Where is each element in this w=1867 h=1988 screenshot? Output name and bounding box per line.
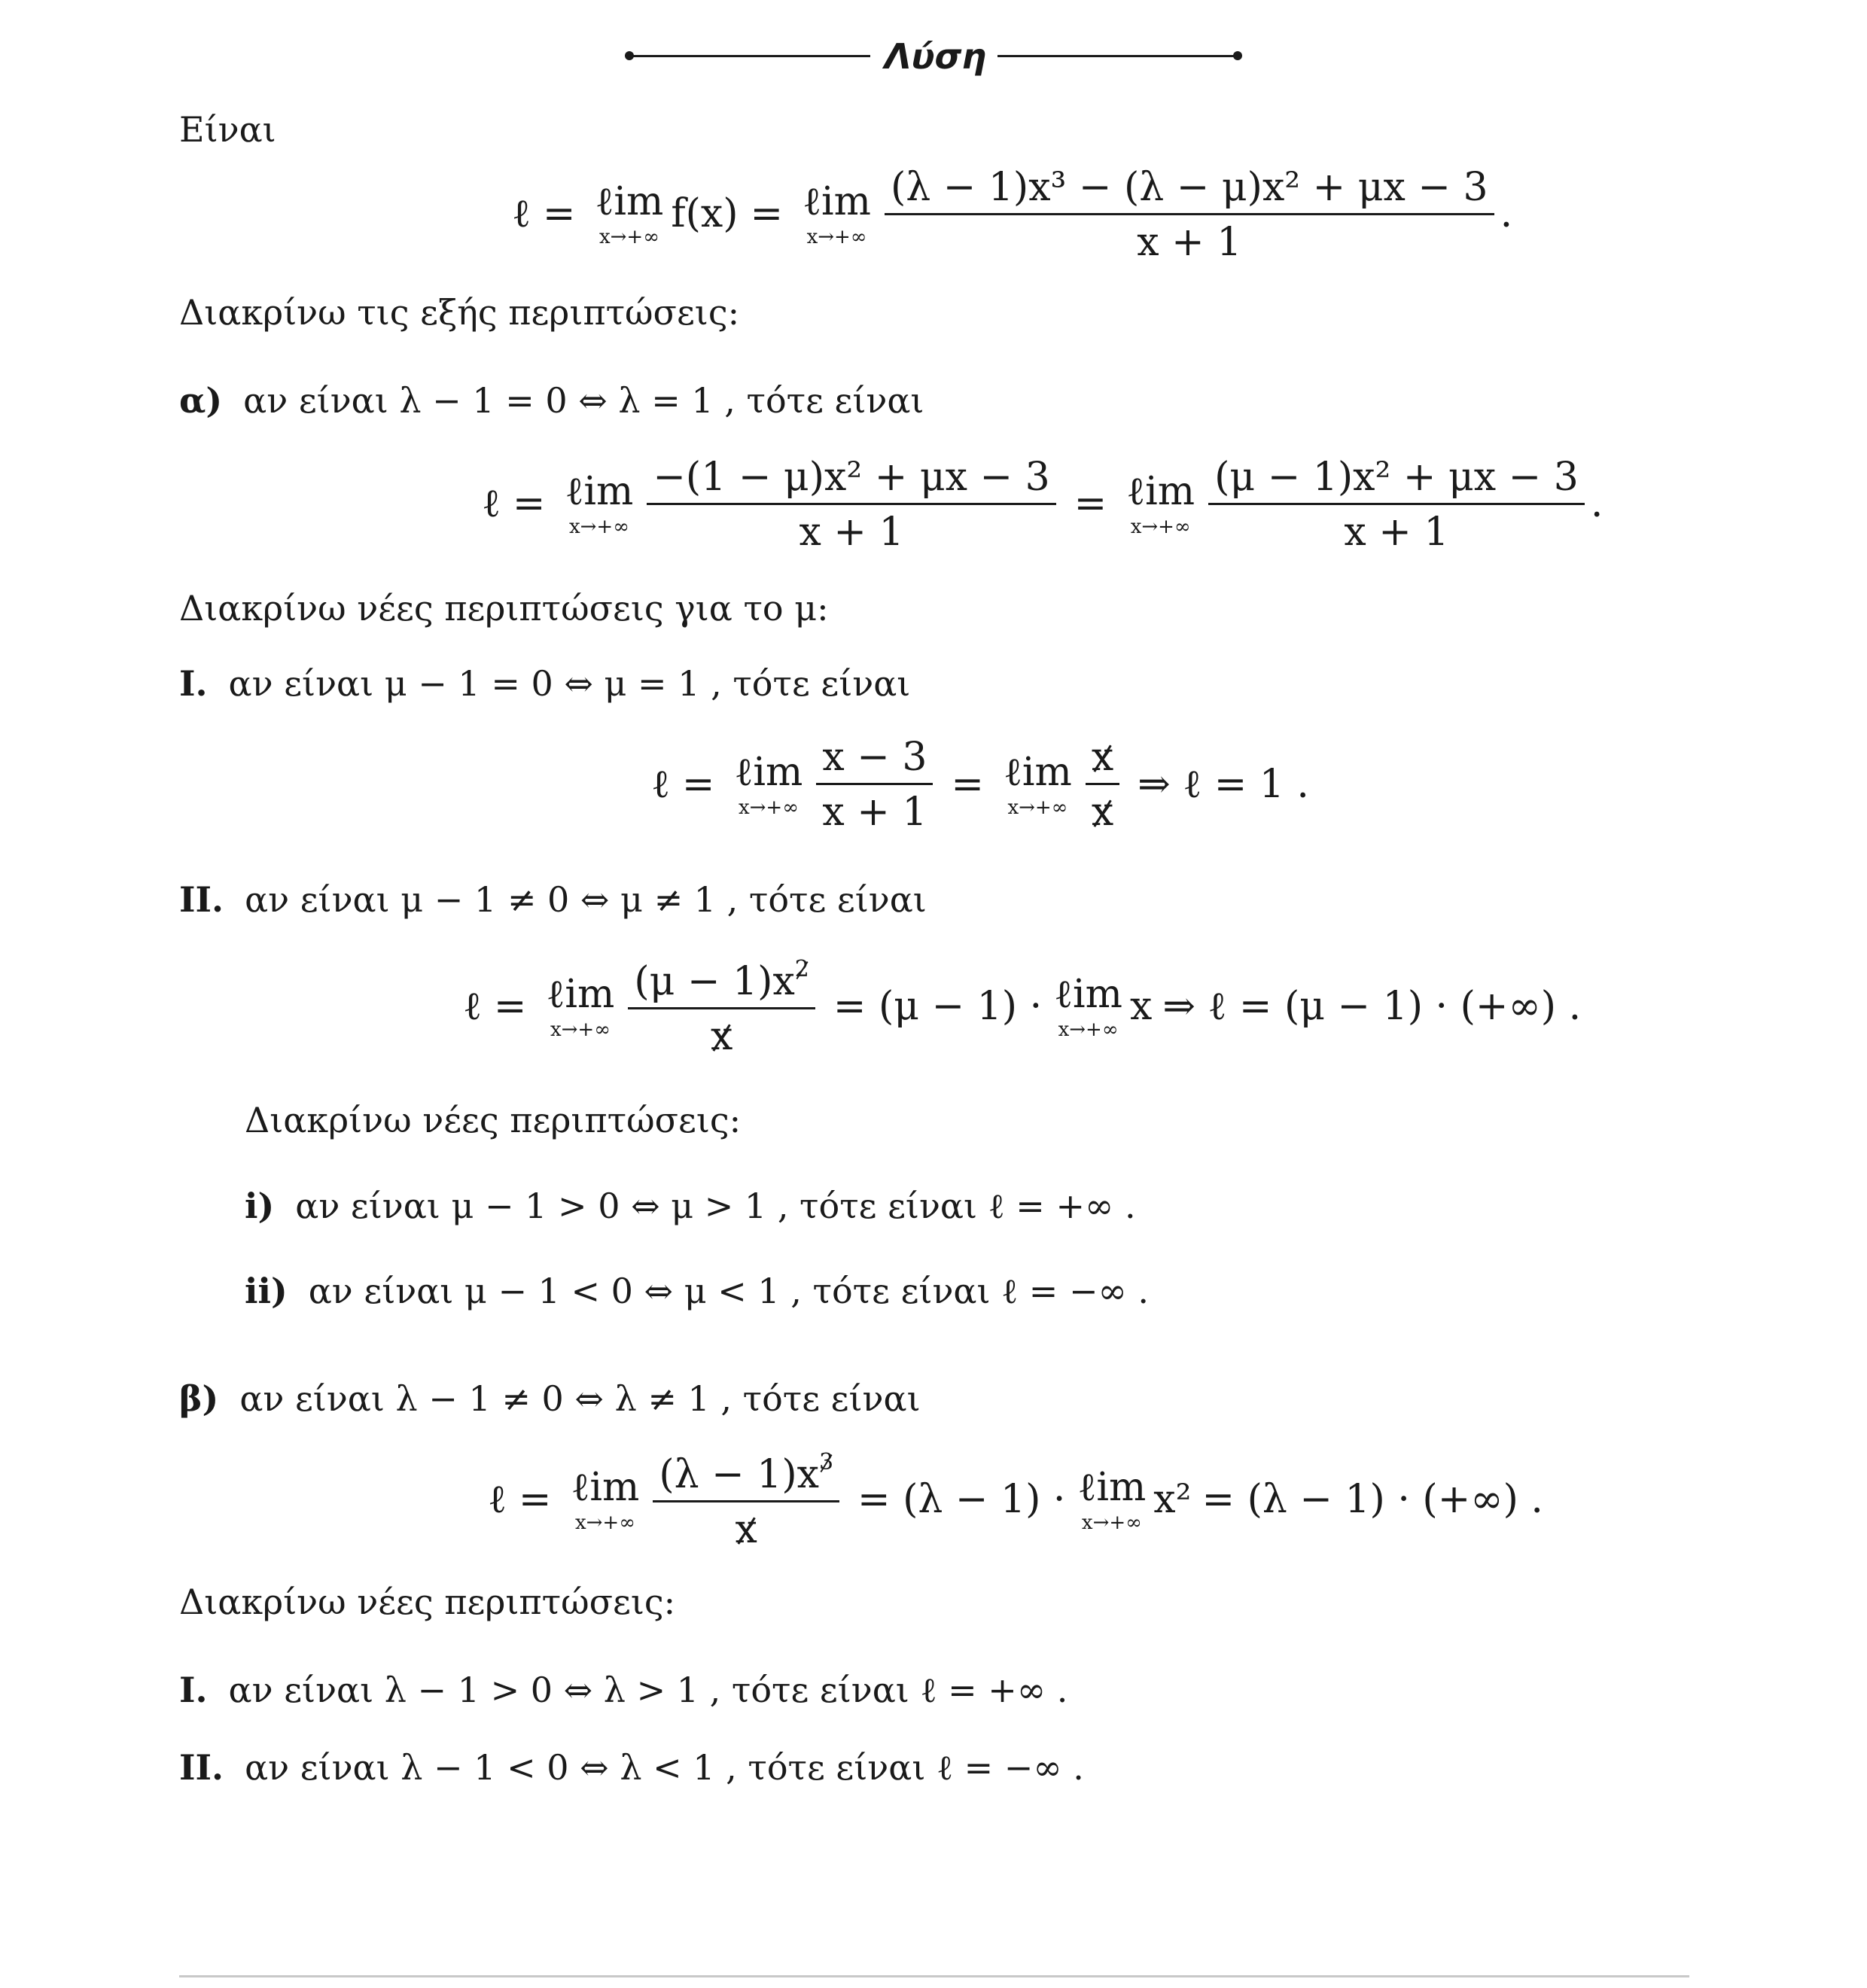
case-text: αν είναι μ − 1 ≠ 0 ⇔ μ ≠ 1 , τότε είναι (245, 879, 927, 920)
case-text: αν είναι λ − 1 = 0 ⇔ λ = 1 , τότε είναι (243, 380, 924, 421)
eq1-limit-1 (595, 179, 664, 248)
case-text: αν είναι λ − 1 ≠ 0 ⇔ λ ≠ 1 , τότε είναι (239, 1378, 921, 1419)
case-beta (179, 1376, 921, 1421)
eq4-fraction (628, 955, 815, 1059)
eq5-variable: x² (1153, 1476, 1192, 1522)
case-text: αν είναι μ − 1 = 0 ⇔ μ = 1 , τότε είναι (228, 663, 911, 704)
footer-rule (179, 1975, 1689, 1977)
fraction-numerator: (μ − 1)x² + μx − 3 (1214, 454, 1579, 500)
cancelled-numerator: x (1091, 735, 1114, 780)
title-text: Λύση (884, 36, 987, 77)
eq2-period: . (1590, 481, 1604, 527)
fraction-numerator (628, 955, 815, 1007)
case-II (179, 877, 927, 922)
limit-word: ℓim (1077, 1464, 1147, 1510)
limit-word: ℓim (571, 1464, 640, 1510)
eq4-lhs: ℓ (463, 983, 482, 1029)
limit-word: ℓim (595, 179, 664, 224)
case-label: I. (179, 1670, 208, 1710)
eq5-result: = (λ − 1) · (+∞) . (1202, 1476, 1543, 1522)
case-text: αν είναι λ − 1 > 0 ⇔ λ > 1 , τότε είναι ℓ = +∞ . (228, 1670, 1068, 1710)
eq4-middle: = (μ − 1) · (833, 983, 1043, 1029)
eq5-equals: = (518, 1476, 552, 1522)
fraction-denominator: x + 1 (1344, 509, 1449, 555)
limit-subscript: x→+∞ (738, 796, 799, 819)
eq2-equals-2: = (1074, 481, 1107, 527)
fraction-numerator: (λ − 1)x³ − (λ − μ)x² + μx − 3 (890, 164, 1488, 210)
limit-word: ℓim (1054, 971, 1122, 1017)
eq1-fx: f(x) (671, 191, 739, 237)
eq5-middle: = (λ − 1) · (857, 1476, 1066, 1522)
limit-word: ℓim (546, 971, 615, 1017)
fraction-denominator: x + 1 (822, 790, 927, 835)
case-text: αν είναι μ − 1 < 0 ⇔ μ < 1 , τότε είναι ℓ = −∞ . (308, 1271, 1150, 1311)
equation-2 (482, 455, 1603, 553)
cancelled-denominator: x (710, 1013, 733, 1059)
eq5-fraction (653, 1448, 839, 1552)
eq3-fraction-2 (1086, 735, 1119, 835)
eq4-equals: = (493, 983, 527, 1029)
case-label: II. (179, 1747, 224, 1788)
fraction-denominator (729, 1502, 763, 1552)
limit-subscript: x→+∞ (1081, 1511, 1142, 1534)
limit-subscript: x→+∞ (1058, 1018, 1119, 1041)
limit-word: ℓim (565, 469, 634, 514)
eq5-limit-2 (1077, 1464, 1147, 1534)
limit-subscript: x→+∞ (598, 226, 659, 248)
title-left-rule (629, 55, 870, 57)
fraction-denominator: x + 1 (1137, 219, 1242, 265)
case-label: i) (245, 1186, 275, 1226)
title-right-rule (997, 55, 1237, 57)
case-label: II. (179, 879, 224, 920)
limit-word: ℓim (803, 179, 871, 224)
cases-intro: Διακρίνω τις εξής περιπτώσεις: (179, 292, 740, 333)
eq3-limit-1 (734, 749, 803, 819)
cancelled-denominator: x (1091, 790, 1114, 835)
eq1-period: . (1500, 191, 1513, 237)
fraction-denominator: x + 1 (799, 509, 904, 555)
fraction-denominator (1086, 785, 1119, 835)
eq2-fraction-2 (1208, 454, 1585, 555)
case-label: I. (179, 663, 208, 704)
eq4-limit-1 (546, 971, 615, 1041)
case-alpha (179, 378, 924, 423)
eq4-result: ⇒ ℓ = (μ − 1) · (+∞) . (1162, 983, 1582, 1029)
fraction-numerator: x − 3 (822, 735, 927, 780)
fraction-numerator: −(1 − μ)x² + μx − 3 (653, 454, 1050, 500)
cancelled-exponent: 2 (794, 955, 809, 982)
limit-subscript: x→+∞ (574, 1511, 635, 1534)
eq3-equals-2: = (951, 761, 984, 807)
case-I (179, 661, 910, 706)
numerator-base: (μ − 1)x (634, 958, 795, 1004)
eq1-fraction (885, 164, 1494, 265)
limit-subscript: x→+∞ (568, 516, 629, 538)
cancelled-exponent: 3 (818, 1448, 834, 1475)
case-beta-I (179, 1667, 1068, 1712)
eq2-lhs: ℓ (482, 481, 501, 527)
section-title (625, 30, 1242, 83)
equation-4 (463, 956, 1581, 1058)
eq3-fraction-1 (816, 735, 933, 835)
case-ii (245, 1268, 1149, 1314)
sub-cases-intro: Διακρίνω νέες περιπτώσεις: (245, 1100, 742, 1140)
eq4-limit-2 (1054, 971, 1122, 1041)
mu-cases-intro: Διακρίνω νέες περιπτώσεις για το μ: (179, 588, 829, 629)
case-label: ii) (245, 1271, 288, 1311)
limit-word: ℓim (1126, 469, 1195, 514)
numerator-base: (λ − 1)x (659, 1451, 819, 1497)
eq3-equals-1: = (681, 761, 715, 807)
case-label: α) (179, 380, 223, 421)
case-label: β) (179, 1378, 219, 1419)
case-beta-II (179, 1745, 1084, 1790)
limit-subscript: x→+∞ (1130, 516, 1191, 538)
intro-text: Είναι (179, 109, 276, 150)
equation-1 (512, 166, 1512, 263)
eq3-lhs: ℓ (651, 761, 670, 807)
case-text: αν είναι μ − 1 > 0 ⇔ μ > 1 , τότε είναι ℓ = +∞ . (295, 1186, 1136, 1226)
fraction-numerator (1086, 735, 1119, 783)
eq3-result: ⇒ ℓ = 1 . (1138, 761, 1309, 807)
case-i (245, 1183, 1136, 1228)
limit-word: ℓim (734, 749, 803, 795)
eq5-limit-1 (571, 1464, 640, 1534)
fraction-numerator (653, 1448, 839, 1500)
eq1-limit-2 (803, 179, 871, 248)
case-text: αν είναι λ − 1 < 0 ⇔ λ < 1 , τότε είναι ℓ = −∞ . (245, 1747, 1084, 1788)
eq1-lhs: ℓ (512, 191, 531, 237)
eq2-equals-1: = (512, 481, 546, 527)
equation-3 (651, 734, 1309, 836)
limit-subscript: x→+∞ (550, 1018, 611, 1041)
eq2-limit-2 (1126, 469, 1195, 538)
limit-subscript: x→+∞ (1007, 796, 1068, 819)
eq1-equals-1: = (542, 191, 576, 237)
eq3-limit-2 (1003, 749, 1072, 819)
title-right-dot (1233, 51, 1242, 60)
equation-5 (488, 1449, 1543, 1551)
eq2-fraction-1 (647, 454, 1055, 555)
cancelled-denominator: x (735, 1506, 757, 1552)
eq1-equals-2: = (750, 191, 784, 237)
beta-cases-intro: Διακρίνω νέες περιπτώσεις: (179, 1582, 676, 1622)
eq4-variable: x (1129, 983, 1153, 1029)
limit-word: ℓim (1003, 749, 1072, 795)
fraction-denominator (705, 1009, 739, 1059)
eq5-lhs: ℓ (488, 1476, 507, 1522)
eq2-limit-1 (565, 469, 634, 538)
limit-subscript: x→+∞ (806, 226, 867, 248)
